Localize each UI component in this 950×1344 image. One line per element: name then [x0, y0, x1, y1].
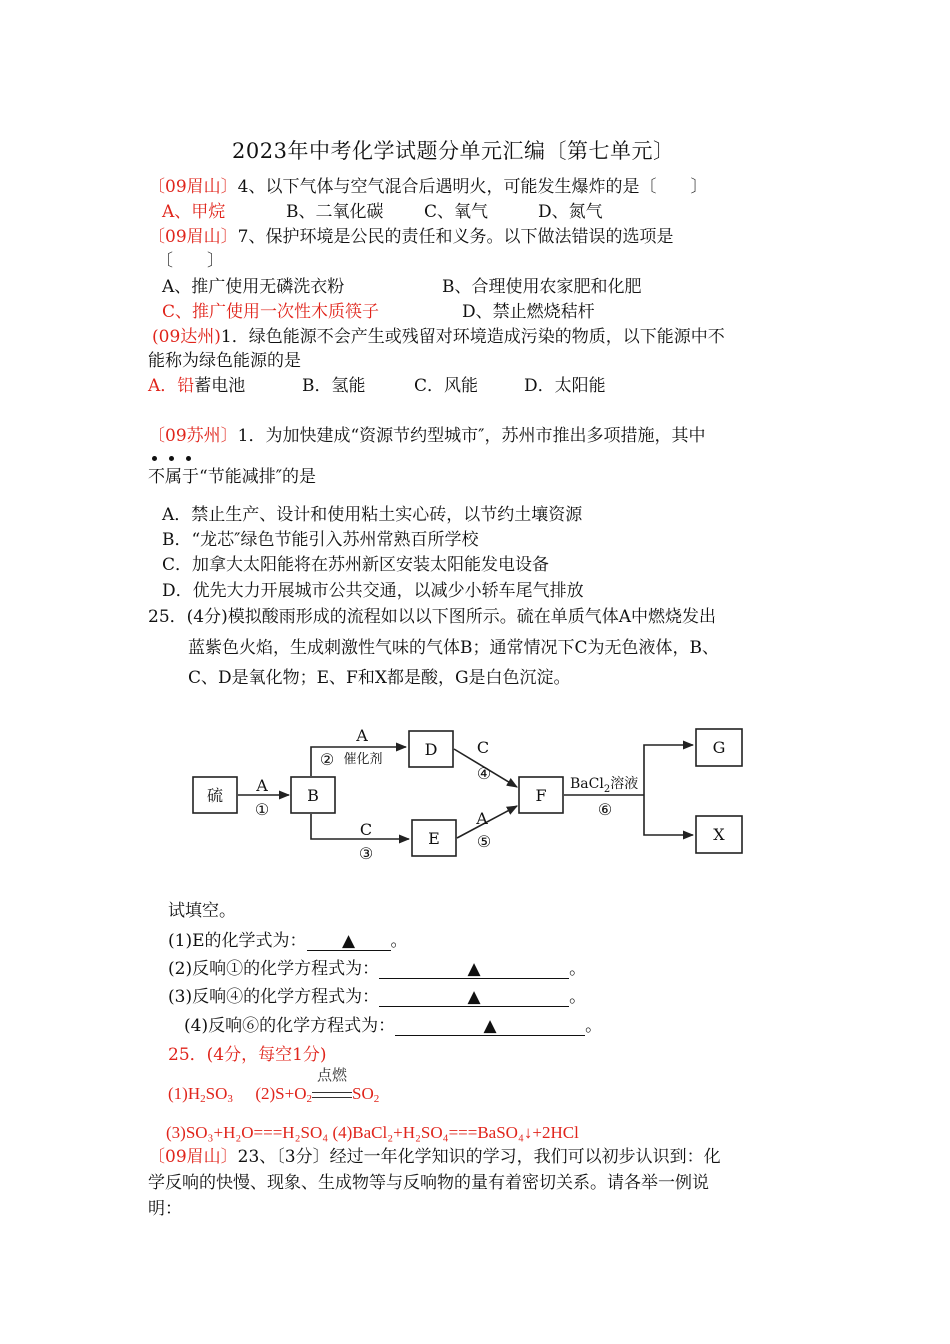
subquestion-2 — [168, 958, 586, 980]
arrow-1-number: ① — [254, 800, 270, 819]
arrow-2-reagent: A — [356, 726, 368, 745]
end-mark: 。 — [569, 987, 587, 1007]
option-a-text: 蓄电池 — [194, 376, 246, 396]
subquestion-text: (2)反响①的化学方程式为： — [168, 959, 380, 979]
question-stem-text: 不属于“节能减排″的是 — [148, 467, 317, 487]
arrow-6-reagent: BaCl$_2$溶液 — [570, 776, 639, 795]
subquestion-1 — [168, 930, 408, 952]
option-d: D．优先大力开展城市公共交通，以减少小轿车尾气排放 — [162, 581, 584, 601]
question-stem-cont — [148, 466, 316, 496]
answer-blank: ▲ — [395, 1017, 585, 1036]
option-b: B、二氧化碳 — [286, 202, 384, 222]
answer-blank: ▲ — [379, 988, 569, 1007]
question-stem-cont: 能称为绿色能源的是 — [148, 351, 301, 371]
arrow-6-up — [644, 745, 693, 795]
option-a: A．禁止生产、设计和使用粘土实心砖，以节约土壤资源 — [162, 505, 583, 525]
answer-header: 25．(4分，每空1分) — [168, 1045, 327, 1065]
question-line — [148, 176, 707, 198]
answer-2: $(2)S+O_2$ 点燃 $SO_2$ — [255, 1084, 379, 1103]
subquestion-text: (3)反响④的化学方程式为： — [168, 987, 380, 1007]
question-source: 〔09苏州〕 — [148, 426, 238, 446]
arrow-3-reagent: C — [359, 820, 373, 839]
option-b: B．“龙芯″绿色节能引入苏州常熟百所学校 — [162, 530, 479, 550]
answer-paren: 〔 〕 — [156, 251, 224, 271]
option-c: C．风能 — [414, 376, 479, 396]
box-x-label: X — [713, 825, 725, 844]
option-c: C、氧气 — [424, 202, 489, 222]
question-source: 〔09眉山〕 — [148, 227, 238, 247]
end-mark: 。 — [569, 959, 587, 979]
box-d-label: D — [424, 740, 438, 759]
answer-3: (3)SO₃+H₂O===H₂SO₄ — [166, 1123, 329, 1142]
end-mark: 。 — [585, 1016, 603, 1036]
answer-blank: ▲ — [379, 960, 569, 979]
question-line — [148, 425, 706, 447]
question-source: 〔09眉山〕 — [148, 177, 238, 197]
page-title: 2023年中考化学试题分单元汇编〔第七单元〕 — [232, 139, 675, 163]
end-mark: 。 — [390, 931, 408, 951]
question-25-line3: C、D是氧化物；E、F和X都是酸，G是白色沉淀。 — [188, 668, 571, 688]
answer-3-4 — [166, 1122, 579, 1144]
option-c: C、推广使用一次性木质筷子 — [162, 302, 380, 322]
question-25-line1: 25．(4分)模拟酸雨形成的流程如以以下图所示。硫在单质气体A中燃烧发出 — [148, 607, 716, 627]
arrow-3-number: ③ — [358, 844, 374, 863]
subquestion-3 — [168, 986, 586, 1008]
question-line — [152, 326, 725, 348]
box-f-label: F — [535, 786, 547, 805]
question-stem: 23、〔3分〕经过一年化学知识的学习，我们可以初步认识到：化 — [237, 1147, 721, 1167]
question-stem: 4、以下气体与空气混合后遇明火，可能发生爆炸的是〔 〕 — [237, 177, 708, 197]
box-sulfur-label: 硫 — [206, 786, 224, 805]
box-b-label: B — [307, 786, 319, 805]
box-e-label: E — [428, 829, 440, 848]
arrow-5-number: ⑤ — [476, 832, 492, 851]
question-source: (09达州) — [152, 327, 221, 347]
answer-1: $(1)H_2SO_3$ — [168, 1084, 233, 1105]
emphasis-dot — [152, 456, 157, 461]
subquestion-text: (1)E的化学式为： — [168, 931, 307, 951]
option-c: C．加拿大太阳能将在苏州新区安装太阳能发电设备 — [162, 555, 550, 575]
option-a: A、甲烷 — [162, 202, 226, 222]
emphasis-dot — [169, 456, 174, 461]
question-stem: 1．为加快建成“资源节约型城市″，苏州市推出多项措施，其中 — [237, 426, 706, 446]
question-line — [148, 226, 673, 248]
option-b: B．氢能 — [302, 376, 366, 396]
question-stem: 1．绿色能源不会产生或残留对环境造成污染的物质，以下能源中不 — [220, 327, 725, 347]
option-a: A、推广使用无磷洗衣粉 — [162, 277, 345, 297]
fill-intro: 试填空。 — [168, 901, 236, 921]
arrow-6-number: ⑥ — [597, 800, 613, 819]
question-source: 〔09眉山〕 — [148, 1147, 238, 1167]
emphasis-dot — [186, 456, 191, 461]
arrow-1-reagent: A — [256, 776, 268, 795]
subquestion-text: (4)反响⑥的化学方程式为： — [184, 1016, 396, 1036]
arrow-4-reagent: C — [476, 738, 490, 757]
reaction-condition: 点燃 — [316, 1068, 347, 1084]
arrow-2-catalyst: 催化剂 — [343, 752, 383, 767]
question-stem-cont: 明： — [148, 1199, 182, 1219]
option-b: B、合理使用农家肥和化肥 — [442, 277, 642, 297]
answer-4: (4)BaCl₂+H₂SO₄===BaSO₄↓+2HCl — [332, 1123, 579, 1142]
arrow-4-number: ④ — [476, 764, 492, 783]
option-a — [148, 375, 245, 397]
answer-1-2 — [168, 1068, 380, 1105]
subquestion-4 — [184, 1015, 602, 1037]
arrow-5-reagent: A — [476, 809, 488, 828]
question-line — [148, 1146, 721, 1168]
option-a-label: A．铅 — [148, 376, 195, 396]
option-d: D．太阳能 — [524, 376, 606, 396]
acid-rain-flow-diagram — [190, 718, 790, 868]
double-equal-sign — [312, 1092, 352, 1098]
option-d: D、禁止燃烧秸杆 — [462, 302, 595, 322]
answer-blank: ▲ — [307, 932, 391, 951]
arrow-6-down — [644, 795, 693, 835]
question-stem: 7、保护环境是公民的责任和义务。以下做法错误的选项是 — [237, 227, 674, 247]
arrow-2-number: ② — [319, 750, 335, 769]
box-g-label: G — [712, 738, 726, 757]
option-d: D、氮气 — [538, 202, 603, 222]
question-stem-cont: 学反响的快慢、现象、生成物等与反响物的量有着密切关系。请各举一例说 — [148, 1173, 709, 1193]
question-25-line2: 蓝紫色火焰，生成刺激性气味的气体B；通常情况下C为无色液体，B、 — [188, 638, 719, 658]
